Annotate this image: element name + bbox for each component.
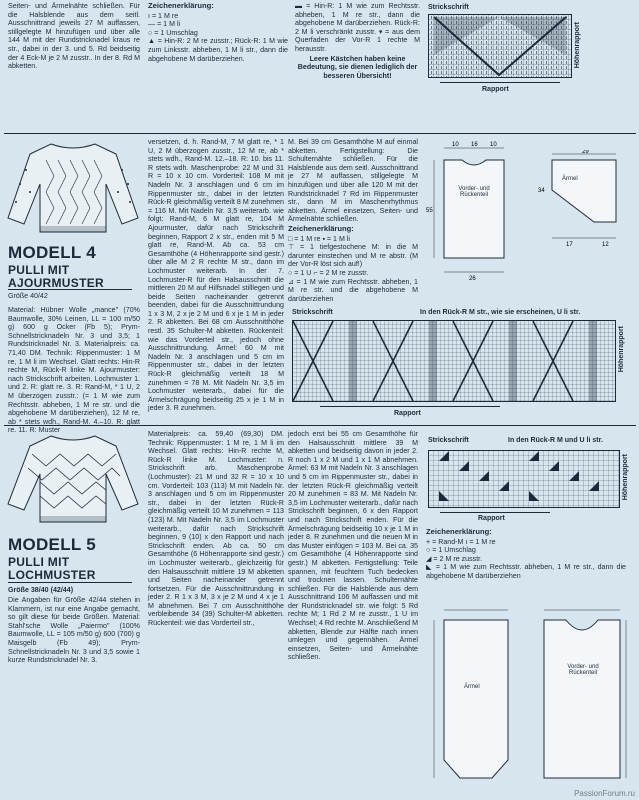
- m4-rapport-line: [320, 406, 500, 407]
- m4-sleeve-schematic: [532, 150, 632, 250]
- top-key-line: — = 1 M li: [148, 20, 181, 29]
- m5-key-title: Zeichenerklärung:: [426, 527, 492, 536]
- m4-chart-hoehe: Höhenrapport: [618, 326, 625, 373]
- top-text-col3: ▬ = Hin-R: 1 M wie zum Rechtsstr. abheben, 1 M re str., dann die abgehobene M darüberziehen. Rück-R: 2 M li verschränkt zusstr. ▾ = aus dem Querfaden der Vor-R 1 rechte M herausstr. Leere Kästchen haben keine Bedeutung, sie dienen lediglich der besseren Übersicht!: [295, 2, 420, 80]
- m4-key-line: ⊿ = 1 M wie zum Rechtsstr. abheben, 1 M re str. und die abgehobene M darüberziehen: [288, 277, 418, 303]
- m4-key-line: ○ = 1 U ⌐ = 2 M re zusstr.: [288, 268, 369, 277]
- m5-text-col3: jedoch erst bei 55 cm Gesamthöhe für den Halsausschnitt mittlere 39 M abketten und beidseitig davon in jeder 2. R noch 1 x 2 M und 1 x 1 M abnehmen. Ärmel: 63 M mit Nadeln Nr. 3 anschlagen und 5 cm im Rippenmuster str., dabei in der letzten Rück-R gleichmäßig verteilt 20 M zunehmen = 83 M. Mit Nadeln Nr. 3,5 im Lochmuster weiterarb., dafür nach Strickschrift beginnen, 6 x den Rapport und nach Strickschrift enden. Für die Ärmelschrägung beidseitig 10 x je 1 M in jeder 8. R zunehmen und die neuen M in das Muster einfügen = 103 M. Bei ca. 35 cm Gesamthöhe (4 Höhenrapporte sind gestr.) M abketten. Fertigstellung: Teile spannen, mit feuchtem Tuch bedecken und trocknen lassen. Schulternähte schließen. Für die Halsblende aus dem Ausschnittrand 106 M auffassen und mit der Rundstricknadel str. wie folgt: 5 Rd rechte M; 1 Rd 2 M re zusstr., 1 U im Wechsel; 4 Rd rechte M. Anschließend M abketten, Blende zur Hälfte nach innen umlegen und gegennähen. Ärmel einsetzen, Seiten- und Ärmelnähte schließen.: [288, 430, 418, 662]
- m4-text-col3: M. Bei 39 cm Gesamthöhe M auf einmal abketten. Fertigstellung: Die Schulternähte schließen. Für die Halsblende aus dem seitl. Ausschnittrand je 27 M auffassen, stillgelegte M hinzufügen und über alle 120 M mit der Rundstricknadel 7 Rd im Rippenmuster str., dann M im Maschenrhythmus abketten. Ärmel einsetzen, Seiten- und Ärmelnähte schließen. Zeichenerklärung: □ = 1 M re ▪ = 1 M li ⊤ = 1 tiefgestochene M: in die M darunter einstechen und M re abstr. (M der Vor-R löst sich auf!) ○ = 1 U ⌐ = 2 M re zusstr. ⊿ = 1 M wie zum Rechtsstr. abheben, 1 M re str. und die abgehobene M darüberziehen: [288, 138, 418, 303]
- m4-chart-rapport: Rapport: [394, 410, 421, 417]
- svg-text:12: 12: [602, 242, 609, 248]
- m5-text-col2: Materialpreis: ca. 59,40 (69,30) DM. Technik: Rippenmuster: 1 M re, 1 M li im Wechsel. Glatt rechts: Hin-R rechte M, Rück-R linke M. Lochmuster: n. Strickschrift arb. Maschenprobe (Lochmuster): 21 M und 32 R = 10 x 10 cm. Vorderteil: 103 (113) M mit Nadeln Nr. 3 anschlagen und 5 cm im Rippenmuster str., dabei in der letzten Rück-R gleichmäßig verteilt 10 M zunehmen = 113 (123) M. Mit Nadeln Nr. 3,5 im Lochmuster weiterarb., dafür nach Strickschrift beginnen, 9 (10) x den Rapport und nach Strickschrift enden. Ab ca. 50 cm Gesamthöhe (6 Höhenrapporte sind gestr.) im Lochmuster weiterarb., gleichzeitig für den Halsausschnitt mittlere 19 M abketten und Seiten nacheinander getrennt fortsetzen. Für die Ausschnittrundung in jeder 2. R 1 x 3 M, 3 x je 2 M und 4 x je 1 M abnehmen. Bei 7 cm Ausschnitthöhe verbleibende 34 (39) Schulter-M abketten. Rückenteil: wie das Vorderteil str.,: [148, 430, 284, 628]
- m5-subtitle-2: LOCHMUSTER: [8, 568, 96, 582]
- top-key-title: Zeichenerklärung:: [148, 1, 214, 10]
- m4-key-line: □ = 1 M re ▪ = 1 M li: [288, 234, 350, 243]
- m5-chart-hoehe: Höhenrapport: [622, 454, 629, 501]
- m4-knit-chart: [292, 320, 616, 402]
- top-chart-rapport: Rapport: [482, 86, 509, 93]
- svg-text:10: 10: [490, 142, 497, 148]
- top-key-line: ○ = 1 Umschlag: [148, 28, 198, 37]
- m4-front-back-schematic: [424, 140, 524, 280]
- m4-schema-num: 10: [452, 142, 459, 148]
- m4-schema-sleeve-label: Ärmel: [562, 176, 578, 182]
- divider-top: [4, 133, 636, 134]
- top-chart-hoehe: Höhenrapport: [574, 22, 581, 69]
- svg-text:55: 55: [426, 208, 433, 214]
- svg-text:17: 17: [566, 242, 573, 248]
- m5-text-col1: Die Angaben für Größe 42/44 stehen in Klammern, ist nur eine Angabe gemacht, so gilt diese für beide Größen. Material: Stahl'sche Wolle „Paiermo" (100% Baumwolle, LL = 105 m/50 g) 600 (700) g Maisgelb (Fb 49); Prym-Schnellstricknadeln Nr. 3 und 3,5 sowie 1 kurze Rundstricknadel Nr. 3.: [8, 596, 140, 665]
- m5-schema-sleeve-label: Ärmel: [464, 684, 480, 690]
- m5-title-rule: [8, 582, 132, 583]
- m5-subtitle-1: PULLI MIT: [8, 555, 70, 569]
- top-rapport-line: [440, 82, 560, 83]
- m4-key-title: Zeichenerklärung:: [288, 223, 354, 233]
- m4-text-col1: Material: Hübner Wolle „mance" (70% Baumwolle, 30% Leinen, LL = 100 m/50 g) 600 g Ocker (Fb 5); Prym-Schnellstricknadeln Nr. 3 und 3,5; 1 Rundstricknadel Nr. 3. Materialpreis: ca. 71,40 DM. Technik: Rippenmuster: 1 M re, 1 M li im Wechsel. Glatt rechts: Hin-R rechte M, Rück-R linke M. Ajourmuster: nach Strickschrift arbeiten. Lochmuster 1. und 2. R: glatt re. 3. R: Rand-M, * 1 U, 2 M überzogen zusstr.: (= 1 M wie zum Rechtsstr. abheben, 1 M re str. und die abgehobene M darüberziehen), 12 M re, ab * stets wdh., Rand-M. 4.–10. R: glatt re. 11. R: Muster: [8, 306, 140, 435]
- m5-chart-note: In den Rück-R M und U li str.: [508, 437, 603, 444]
- top-key-line: ▲ = Hin-R: 2 M re zusstr.; Rück-R: 1 M wie zum Linksstr. abheben, 1 M li str., dann die abgehobene M darüberziehen.: [148, 37, 288, 63]
- m5-chart-title: Strickschrift: [428, 437, 469, 444]
- top-knit-chart: [428, 14, 572, 78]
- m5-rapport-line: [440, 512, 550, 513]
- sweater-illustration-m4: [6, 140, 140, 235]
- m5-key-line: ◣ = 1 M wie zum Rechtsstr. abheben, 1 M re str., dann die abgehobene M darüberziehen: [426, 563, 626, 580]
- m5-front-back-schematic: [530, 600, 634, 790]
- watermark: PassionForum.ru: [574, 789, 635, 798]
- svg-text:34: 34: [538, 188, 545, 194]
- divider-mid: [4, 425, 636, 426]
- m4-title-rule: [8, 289, 132, 290]
- m5-key-line: ◢ = 2 M re zusstr.: [426, 554, 483, 563]
- svg-text:29: 29: [582, 150, 589, 155]
- top-key-line: ı = 1 M re: [148, 11, 179, 20]
- svg-text:16: 16: [471, 142, 478, 148]
- svg-text:26: 26: [469, 276, 476, 280]
- top-key: [148, 2, 288, 63]
- top-chart-title: Strickschrift: [428, 4, 469, 11]
- m4-chart-title: Strickschrift: [292, 309, 333, 316]
- m5-key-line: ○ = 1 Umschlag: [426, 546, 476, 555]
- m4-schema-front-label: Vorder- und Rückenteil: [458, 186, 490, 198]
- m5-knit-chart: [428, 450, 620, 508]
- m5-key-line: + = Rand-M ı = 1 M re: [426, 537, 496, 546]
- m4-subtitle-1: PULLI MIT: [8, 263, 70, 277]
- m4-text-col2: versetzen, d. h. Rand-M, 7 M glatt re, * 1 U, 2 M überzogen zusstr., 12 M re, ab * stets wdh., Rand-M. 12.–18. R: 10. bis 11. R stets wdh. Maschenprobe: 22 M und 31 R = 10 x 10 cm. Vorderteil: 108 M mit Nadeln Nr. 3 anschlagen und 6 cm im Rippenmuster str., dabei in der letzten Rück-R gleichmäßig verteilt 8 M zunehmen = 116 M. Mit Nadeln Nr. 3,5 weiterarb. wie folgt: Rand-M, 6 M glatt re, 104 M Ajourmuster, dafür nach Strickschrift beginnen, Rapport 2 x str., enden mit 5 M glatt re, Rand-M. Ab ca. 53 cm Gesamthöhe (4 Höhenrapporte sind gestr.) über alle M 2 R rechte M str., dann im Lochmuster weiterarb. In der 7. Lochmuster-R für den Halsausschnitt die mittleren 20 M auf Hilfsnadel stilllegen und beide Seiten nacheinander getrennt beenden, dabei für die Ausschnittrundung 1 x 3 M, 2 x je 2 M und 6 x je 1 M in jeder 2. R abketten. Bei 68 cm Ausschnitthöhe restl. 35 Schulter-M abketten. Rückenteil: wie das Vorderteil str., jedoch ohne Ausschnittrundung. Ärmel: 60 M mit Nadeln Nr. 3 anschlagen und 5 cm im Rippenmuster str., dabei in der letzten Rück-R gleichmäßig verteilt 18 M zunehmen = 78 M. Mit Nadeln Nr. 3,5 im Lochmuster weiterarb., dabei für die Ärmelschrägung beidseitig 25 x je 1 M in jeder 3. R zunehmen.: [148, 138, 284, 413]
- m5-schema-front-label: Vorder- und Rückenteil: [567, 664, 599, 676]
- m4-size: Größe 40/42: [8, 292, 48, 300]
- m4-chart-note: In den Rück-R M str., wie sie erscheinen, U li str.: [420, 309, 581, 316]
- m4-subtitle-2: AJOURMUSTER: [8, 276, 104, 290]
- sweater-illustration-m5: [6, 432, 140, 524]
- modell-5-heading: MODELL 5: [8, 535, 97, 554]
- m5-sleeve-schematic: [426, 600, 526, 790]
- m5-chart-rapport: Rapport: [478, 515, 505, 522]
- top-text-col1: Seiten- und Ärmelnähte schließen. Für die Halsblende aus dem seitl. Ausschnittrand jeweils 27 M auffassen, stillgelegte M hinzufügen und über alle 144 M mit der Rundstricknadel kraus re str., dabei in der 3. und 5. Rd beidseitig der 4 Eck-M je 2 M zusstr.. In der 8. Rd M abketten.: [8, 2, 140, 71]
- modell-4-heading: MODELL 4: [8, 243, 97, 262]
- m4-key-line: ⊤ = 1 tiefgestochene M: in die M darunter einstechen und M re abstr. (M der Vor-R löst sich auf!): [288, 243, 418, 269]
- m5-size: Größe 38/40 (42/44): [8, 586, 74, 594]
- m5-key: [426, 528, 626, 581]
